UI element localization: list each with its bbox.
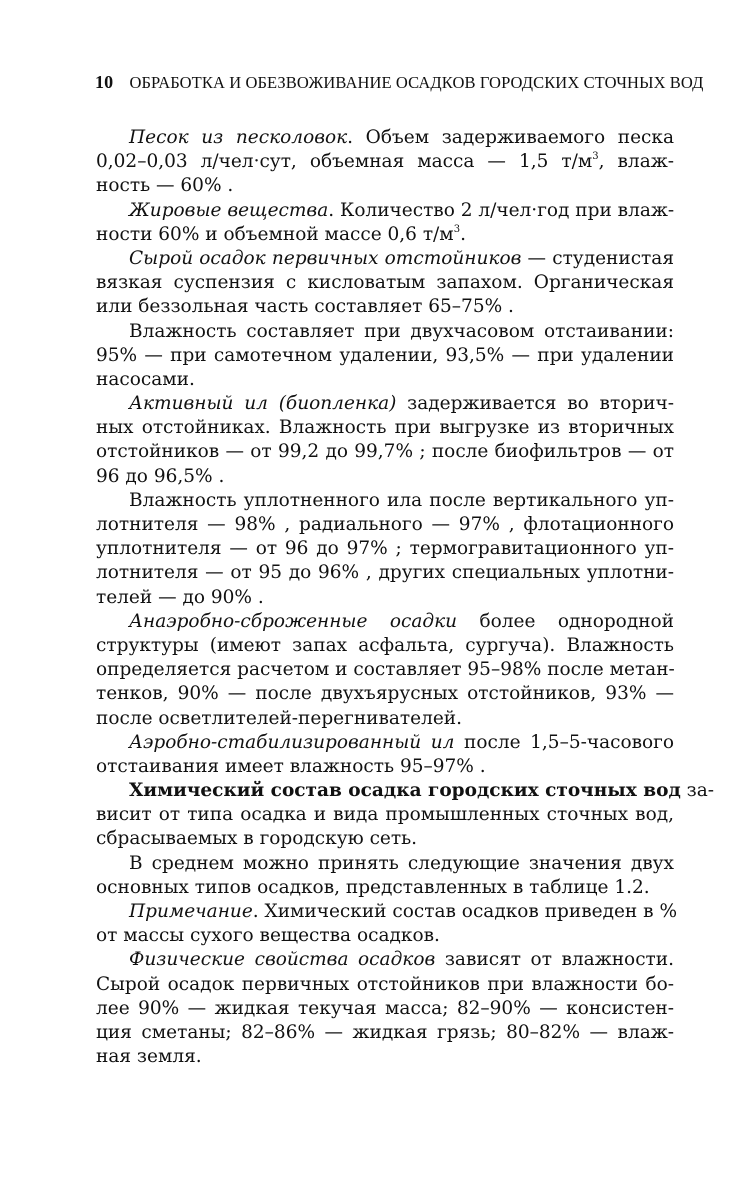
- text-run: ных отстойниках. Влажность при выгрузке из вторичных: [96, 417, 674, 439]
- text-run: задерживается во вторич-: [396, 393, 674, 415]
- text-run: ция сметаны; 82–86% — жидкая грязь; 80–82% — влаж-: [96, 1021, 674, 1043]
- text-line: [96, 634, 674, 658]
- text-run: . Количество 2 л/чел·год при влаж-: [328, 199, 675, 221]
- text-run: вязкая суспензия с кисловатым запахом. Органическая: [96, 272, 674, 294]
- text-line: [96, 610, 674, 634]
- text-run: зависят от влажности.: [435, 949, 675, 971]
- italic-term: Физические свойства осадков: [129, 949, 436, 971]
- italic-term: Жировые вещества: [129, 199, 329, 221]
- text-line: [96, 1021, 674, 1045]
- text-line: [96, 561, 674, 585]
- superscript: 3: [453, 223, 461, 235]
- text-run: Сырой осадок первичных отстойников при влажности бо-: [96, 973, 674, 995]
- text-line: [96, 827, 674, 851]
- body-text: [96, 126, 715, 1069]
- text-line: [96, 126, 674, 150]
- text-line: [96, 900, 678, 924]
- text-run: ная земля.: [96, 1046, 202, 1068]
- text-line: [96, 271, 674, 295]
- running-header: [95, 72, 704, 93]
- bold-term: Химический состав осадка городских сточных вод: [129, 780, 681, 802]
- text-line: [96, 924, 674, 948]
- text-run: определяется расчетом и составляет 95–98% после метан-: [96, 659, 675, 681]
- text-line: [96, 876, 674, 900]
- text-run: — студенистая: [521, 247, 674, 269]
- text-line: [96, 779, 715, 803]
- text-line: [96, 755, 674, 779]
- text-run: . Объем задерживаемого песка: [347, 127, 674, 148]
- text-run: сбрасываемых в городскую сеть.: [96, 828, 418, 850]
- text-line: [96, 174, 674, 198]
- text-run: лотнителя — 98% , радиального — 97% , флотационного: [96, 514, 674, 535]
- text-run: отстаивания имеет влажность 95–97% .: [96, 755, 486, 777]
- text-run: уплотнителя — от 96 до 97% ; термогравитационного уп-: [96, 538, 674, 560]
- text-line: [96, 973, 674, 997]
- text-run: более однородной: [457, 610, 675, 632]
- text-line: [96, 707, 674, 731]
- text-run: висит от типа осадка и вида промышленных сточных вод,: [96, 804, 674, 826]
- text-line: [96, 682, 674, 706]
- text-line: [96, 320, 674, 344]
- text-line: [96, 513, 674, 537]
- text-run: или беззольная часть составляет 65–75% .: [96, 296, 514, 318]
- text-line: [96, 465, 674, 489]
- text-line: [96, 440, 674, 464]
- superscript: 3: [592, 151, 599, 163]
- text-run: за-: [680, 780, 715, 802]
- text-line: [96, 295, 674, 319]
- text-run: насосами.: [96, 368, 195, 390]
- text-run: ности 60% и объемной массе 0,6 т/м: [96, 223, 454, 245]
- text-run: тенков, 90% — после двухъярусных отстойников, 93% —: [96, 683, 674, 705]
- text-line: [96, 199, 674, 223]
- italic-term: Аэробно-стабилизированный ил: [129, 731, 455, 753]
- text-line: [96, 997, 674, 1021]
- text-run: лее 90% — жидкая текучая масса; 82–90% — консистен-: [96, 997, 674, 1019]
- text-line: [96, 489, 674, 513]
- text-run: 0,02–0,03 л/чел·сут, объемная масса — 1,5 т/м: [96, 151, 593, 173]
- text-run: отстойников — от 99,2 до 99,7% ; после биофильтров — от: [96, 441, 674, 463]
- running-title: ОБРАБОТКА И ОБЕЗВОЖИВАНИЕ ОСАДКОВ ГОРОДСКИХ СТОЧНЫХ ВОД: [129, 73, 704, 92]
- text-line: [96, 416, 674, 440]
- text-run: телей — до 90% .: [96, 586, 264, 608]
- text-line: [96, 537, 674, 561]
- text-line: [96, 852, 674, 876]
- italic-term: Примечание: [129, 901, 253, 922]
- text-run: Влажность составляет при двухчасовом отстаивании:: [129, 320, 674, 342]
- text-line: [96, 368, 674, 392]
- text-line: [96, 803, 674, 827]
- text-run: 96 до 96,5% .: [96, 465, 225, 487]
- text-run: .: [460, 223, 466, 245]
- text-run: основных типов осадков, представленных в таблице 1.2.: [96, 876, 650, 898]
- italic-term: Песок из песколовок: [129, 127, 348, 148]
- italic-term: Анаэробно-сброженные осадки: [129, 610, 458, 632]
- text-run: от массы сухого вещества осадков.: [96, 925, 440, 947]
- text-line: [96, 392, 674, 416]
- text-run: после осветлителей-перегнивателей.: [96, 707, 463, 729]
- text-line: [96, 247, 674, 271]
- text-run: , влаж-: [598, 151, 674, 173]
- text-line: [96, 586, 674, 610]
- text-run: . Химический состав осадков приведен в %: [252, 901, 678, 922]
- text-run: после 1,5–5-часового: [454, 731, 674, 753]
- text-run: В среднем можно принять следующие значения двух: [129, 852, 674, 874]
- text-line: [96, 344, 674, 368]
- page-number: 10: [95, 72, 114, 92]
- text-line: [96, 948, 674, 972]
- text-run: лотнителя — от 95 до 96% , других специальных уплотни-: [96, 562, 674, 584]
- text-line: [96, 731, 674, 755]
- text-line: [96, 223, 674, 247]
- italic-term: Сырой осадок первичных отстойников: [129, 247, 522, 269]
- text-run: Влажность уплотненного ила после вертикального уп-: [129, 489, 674, 511]
- text-run: ность — 60% .: [96, 175, 234, 197]
- text-line: [96, 1045, 674, 1069]
- text-line: [96, 150, 674, 174]
- text-run: 95% — при самотечном удалении, 93,5% — при удалении: [96, 344, 674, 366]
- italic-term: Активный ил (биопленка): [129, 393, 397, 415]
- text-run: структуры (имеют запах асфальта, сургуча). Влажность: [96, 634, 674, 656]
- text-line: [96, 658, 674, 682]
